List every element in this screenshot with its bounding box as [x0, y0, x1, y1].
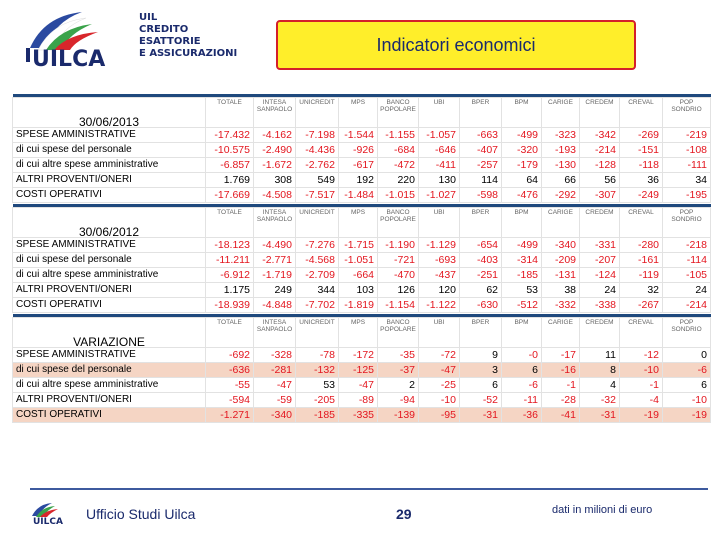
table-cell: 66	[542, 172, 580, 187]
column-header: BANCO POPOLARE	[378, 97, 419, 127]
table-row	[13, 157, 711, 172]
table-cell: -94	[378, 392, 419, 407]
table-cell: -219	[663, 127, 711, 142]
table-row	[13, 187, 711, 202]
table-cell: -1	[620, 377, 663, 392]
table-cell: -646	[419, 142, 460, 157]
table-cell: -267	[620, 297, 663, 312]
table-cell: -36	[502, 407, 542, 422]
table-cell: -10	[419, 392, 460, 407]
row-label: COSTI OPERATIVI	[13, 407, 206, 422]
table-cell: -7.276	[296, 237, 339, 252]
row-label: SPESE AMMINISTRATIVE	[13, 347, 206, 362]
table-cell: -1.672	[254, 157, 296, 172]
table-cell: 1.769	[206, 172, 254, 187]
column-header: UBI	[419, 317, 460, 347]
table-cell: -340	[542, 237, 580, 252]
row-label: di cui altre spese amministrative	[13, 157, 206, 172]
table-cell: -6	[502, 377, 542, 392]
table-cell: -0	[502, 347, 542, 362]
column-header: UNICREDIT	[296, 97, 339, 127]
table-cell: -72	[419, 347, 460, 362]
table-cell: 64	[502, 172, 542, 187]
table-cell: -205	[296, 392, 339, 407]
table-cell: 120	[419, 282, 460, 297]
column-header: BPM	[502, 207, 542, 237]
table-cell: 62	[460, 282, 502, 297]
column-header: TOTALE	[206, 207, 254, 237]
row-label: di cui altre spese amministrative	[13, 377, 206, 392]
table-cell: 549	[296, 172, 339, 187]
table-cell: -1.271	[206, 407, 254, 422]
table-cell: 9	[460, 347, 502, 362]
column-header: CREVAL	[620, 207, 663, 237]
table-cell: -1.715	[339, 237, 378, 252]
table-cell: 4	[580, 377, 620, 392]
table-cell: 2	[378, 377, 419, 392]
table-cell: -19	[620, 407, 663, 422]
logo-lines	[139, 12, 237, 60]
table-cell: -17.432	[206, 127, 254, 142]
table-cell: 32	[620, 282, 663, 297]
table-cell: 220	[378, 172, 419, 187]
table-cell: 114	[460, 172, 502, 187]
table-cell: -59	[254, 392, 296, 407]
row-label: COSTI OPERATIVI	[13, 187, 206, 202]
table-cell: -1.155	[378, 127, 419, 142]
table-cell: -2.762	[296, 157, 339, 172]
table-cell: 103	[339, 282, 378, 297]
table-cell: -10	[620, 362, 663, 377]
table-row	[13, 142, 711, 157]
table-cell: -4.436	[296, 142, 339, 157]
table-cell: -130	[542, 157, 580, 172]
row-label: ALTRI PROVENTI/ONERI	[13, 392, 206, 407]
column-header: UBI	[419, 97, 460, 127]
table-cell: -28	[542, 392, 580, 407]
table-cell: -598	[460, 187, 502, 202]
table-cell: -280	[620, 237, 663, 252]
table-cell: -1.544	[339, 127, 378, 142]
table-cell: -342	[580, 127, 620, 142]
column-header: BPER	[460, 97, 502, 127]
table-cell: -11	[502, 392, 542, 407]
table-cell: -307	[580, 187, 620, 202]
table-cell: -41	[542, 407, 580, 422]
table-cell: -47	[419, 362, 460, 377]
table-cell: 56	[580, 172, 620, 187]
table-cell: -340	[254, 407, 296, 422]
table-cell: -684	[378, 142, 419, 157]
table-cell: -1.190	[378, 237, 419, 252]
table-cell: -128	[580, 157, 620, 172]
table-cell: -207	[580, 252, 620, 267]
table-cell: -1.051	[339, 252, 378, 267]
table-row	[13, 347, 711, 362]
table-row	[13, 237, 711, 252]
table-cell: -7.517	[296, 187, 339, 202]
column-header: BPM	[502, 97, 542, 127]
table-cell: -1.719	[254, 267, 296, 282]
footer-logo-word: UILCA	[33, 517, 63, 526]
page-title: Indicatori economici	[376, 34, 536, 55]
column-header: MPS	[339, 207, 378, 237]
column-header: TOTALE	[206, 317, 254, 347]
column-header: UBI	[419, 207, 460, 237]
table-cell: -4.568	[296, 252, 339, 267]
table-cell: -4.490	[254, 237, 296, 252]
table-cell: -11.211	[206, 252, 254, 267]
table-row	[13, 252, 711, 267]
table-cell: -118	[620, 157, 663, 172]
table-cell: 36	[620, 172, 663, 187]
table-cell: 0	[663, 347, 711, 362]
table-cell: -499	[502, 237, 542, 252]
table-cell: 308	[254, 172, 296, 187]
table-cell: -6.912	[206, 267, 254, 282]
table-cell: -18.123	[206, 237, 254, 252]
table-cell: -281	[254, 362, 296, 377]
table-cell: -114	[663, 252, 711, 267]
row-label: di cui spese del personale	[13, 362, 206, 377]
logo-word: UILCA	[32, 47, 106, 72]
footer-divider	[30, 488, 708, 490]
table-row	[13, 282, 711, 297]
table-cell: -403	[460, 252, 502, 267]
table-cell: -323	[542, 127, 580, 142]
table-cell: 3	[460, 362, 502, 377]
table-cell: -692	[206, 347, 254, 362]
table-cell: -7.198	[296, 127, 339, 142]
row-label: di cui altre spese amministrative	[13, 267, 206, 282]
table-cell: 192	[339, 172, 378, 187]
table-cell: -7.702	[296, 297, 339, 312]
table-cell: 38	[542, 282, 580, 297]
table-cell: -131	[542, 267, 580, 282]
table-cell: -512	[502, 297, 542, 312]
table-cell: 6	[460, 377, 502, 392]
column-header: TOTALE	[206, 97, 254, 127]
table-cell: -125	[339, 362, 378, 377]
table-cell: -17	[542, 347, 580, 362]
column-header: CREDEM	[580, 97, 620, 127]
column-header: CREVAL	[620, 317, 663, 347]
column-header: UNICREDIT	[296, 207, 339, 237]
table-cell: 1.175	[206, 282, 254, 297]
table-cell: -214	[663, 297, 711, 312]
table-cell: -249	[620, 187, 663, 202]
table-cell: -1.122	[419, 297, 460, 312]
table-cell: -470	[378, 267, 419, 282]
table-cell: -111	[663, 157, 711, 172]
table-cell: -654	[460, 237, 502, 252]
table-2012	[12, 204, 711, 313]
table-cell: -499	[502, 127, 542, 142]
table-cell: -926	[339, 142, 378, 157]
table-cell: -195	[663, 187, 711, 202]
table-cell: -16	[542, 362, 580, 377]
logo-line: E ASSICURAZIONI	[139, 48, 238, 59]
page-number: 29	[396, 506, 412, 522]
table-row	[13, 362, 711, 377]
section-title: 30/06/2012	[13, 207, 206, 237]
table-cell: -617	[339, 157, 378, 172]
table-cell: -4.508	[254, 187, 296, 202]
table-cell: 126	[378, 282, 419, 297]
column-header: BPER	[460, 317, 502, 347]
table-cell: -193	[542, 142, 580, 157]
column-header: POP SONDRIO	[663, 97, 711, 127]
table-cell: -35	[378, 347, 419, 362]
column-header: BPER	[460, 207, 502, 237]
table-cell: -335	[339, 407, 378, 422]
table-cell: -209	[542, 252, 580, 267]
row-label: ALTRI PROVENTI/ONERI	[13, 282, 206, 297]
logo-line: CREDITO	[139, 24, 189, 35]
column-header: BPM	[502, 317, 542, 347]
footer-logo-icon	[30, 502, 76, 526]
table-row	[13, 392, 711, 407]
table-cell: -328	[254, 347, 296, 362]
column-header: CREDEM	[580, 317, 620, 347]
table-row	[13, 297, 711, 312]
table-cell: -332	[542, 297, 580, 312]
table-cell: 53	[502, 282, 542, 297]
table-cell: 130	[419, 172, 460, 187]
column-header: INTESA SANPAOLO	[254, 97, 296, 127]
section-title: VARIAZIONE	[13, 317, 206, 347]
table-cell: 6	[663, 377, 711, 392]
table-cell: -1.819	[339, 297, 378, 312]
table-cell: -331	[580, 237, 620, 252]
table-cell: -25	[419, 377, 460, 392]
table-cell: -257	[460, 157, 502, 172]
table-cell: -1	[542, 377, 580, 392]
table-cell: -214	[580, 142, 620, 157]
column-header: CARIGE	[542, 97, 580, 127]
table-cell: -218	[663, 237, 711, 252]
table-cell: -2.490	[254, 142, 296, 157]
table-cell: -411	[419, 157, 460, 172]
table-row	[13, 407, 711, 422]
table-cell: -52	[460, 392, 502, 407]
row-label: SPESE AMMINISTRATIVE	[13, 127, 206, 142]
table-cell: -636	[206, 362, 254, 377]
table-cell: -10.575	[206, 142, 254, 157]
table-cell: -1.015	[378, 187, 419, 202]
table-cell: -19	[663, 407, 711, 422]
table-cell: -161	[620, 252, 663, 267]
table-cell: -251	[460, 267, 502, 282]
table-cell: -269	[620, 127, 663, 142]
table-cell: -476	[502, 187, 542, 202]
table-cell: 53	[296, 377, 339, 392]
table-cell: -47	[339, 377, 378, 392]
section-title: 30/06/2013	[13, 97, 206, 127]
table-cell: -6	[663, 362, 711, 377]
table-cell: -185	[502, 267, 542, 282]
table-cell: -172	[339, 347, 378, 362]
table-cell: -55	[206, 377, 254, 392]
table-cell: -12	[620, 347, 663, 362]
table-cell: -320	[502, 142, 542, 157]
table-cell: -1.154	[378, 297, 419, 312]
row-label: di cui spese del personale	[13, 252, 206, 267]
table-row	[13, 267, 711, 282]
table-cell: -663	[460, 127, 502, 142]
table-cell: -1.027	[419, 187, 460, 202]
table-cell: -32	[580, 392, 620, 407]
table-cell: -1.484	[339, 187, 378, 202]
table-cell: -78	[296, 347, 339, 362]
footer-department: Ufficio Studi Uilca	[86, 506, 196, 522]
table-cell: -2.771	[254, 252, 296, 267]
table-cell: -693	[419, 252, 460, 267]
table-cell: -185	[296, 407, 339, 422]
table-cell: -664	[339, 267, 378, 282]
logo-line: UIL	[139, 12, 158, 23]
table-cell: -4.848	[254, 297, 296, 312]
table-cell: 11	[580, 347, 620, 362]
table-cell: 24	[580, 282, 620, 297]
table-cell: -95	[419, 407, 460, 422]
table-cell: -89	[339, 392, 378, 407]
table-cell: 6	[502, 362, 542, 377]
table-cell: -4.162	[254, 127, 296, 142]
table-variazione	[12, 314, 711, 423]
table-cell: -2.709	[296, 267, 339, 282]
table-cell: -124	[580, 267, 620, 282]
column-header: INTESA SANPAOLO	[254, 317, 296, 347]
table-cell: -132	[296, 362, 339, 377]
column-header: INTESA SANPAOLO	[254, 207, 296, 237]
table-cell: -151	[620, 142, 663, 157]
column-header: CREVAL	[620, 97, 663, 127]
column-header: POP SONDRIO	[663, 207, 711, 237]
column-header: BANCO POPOLARE	[378, 207, 419, 237]
table-cell: -1.129	[419, 237, 460, 252]
row-label: di cui spese del personale	[13, 142, 206, 157]
table-row	[13, 172, 711, 187]
column-header: POP SONDRIO	[663, 317, 711, 347]
table-cell: -179	[502, 157, 542, 172]
table-cell: -630	[460, 297, 502, 312]
row-label: COSTI OPERATIVI	[13, 297, 206, 312]
table-cell: 249	[254, 282, 296, 297]
table-cell: -18.939	[206, 297, 254, 312]
table-cell: 8	[580, 362, 620, 377]
table-cell: -314	[502, 252, 542, 267]
column-header: UNICREDIT	[296, 317, 339, 347]
table-cell: -31	[580, 407, 620, 422]
table-cell: -108	[663, 142, 711, 157]
table-cell: -119	[620, 267, 663, 282]
table-cell: -105	[663, 267, 711, 282]
table-cell: -37	[378, 362, 419, 377]
table-cell: -437	[419, 267, 460, 282]
row-label: SPESE AMMINISTRATIVE	[13, 237, 206, 252]
column-header: BANCO POPOLARE	[378, 317, 419, 347]
row-label: ALTRI PROVENTI/ONERI	[13, 172, 206, 187]
column-header: CARIGE	[542, 207, 580, 237]
column-header: CARIGE	[542, 317, 580, 347]
table-row	[13, 377, 711, 392]
table-cell: -31	[460, 407, 502, 422]
table-cell: -139	[378, 407, 419, 422]
table-cell: -4	[620, 392, 663, 407]
table-cell: -17.669	[206, 187, 254, 202]
footer-note: dati in milioni di euro	[552, 504, 653, 516]
table-cell: 344	[296, 282, 339, 297]
title-box	[276, 20, 636, 70]
table-cell: 34	[663, 172, 711, 187]
column-header: CREDEM	[580, 207, 620, 237]
table-cell: -338	[580, 297, 620, 312]
table-cell: -407	[460, 142, 502, 157]
table-cell: -472	[378, 157, 419, 172]
table-cell: -292	[542, 187, 580, 202]
table-cell: -47	[254, 377, 296, 392]
column-header: MPS	[339, 97, 378, 127]
column-header: MPS	[339, 317, 378, 347]
table-row	[13, 127, 711, 142]
logo-line: ESATTORIE	[139, 36, 201, 47]
table-cell: -594	[206, 392, 254, 407]
table-cell: -10	[663, 392, 711, 407]
table-2013	[12, 94, 711, 203]
table-cell: -6.857	[206, 157, 254, 172]
table-cell: -721	[378, 252, 419, 267]
table-cell: 24	[663, 282, 711, 297]
table-cell: -1.057	[419, 127, 460, 142]
